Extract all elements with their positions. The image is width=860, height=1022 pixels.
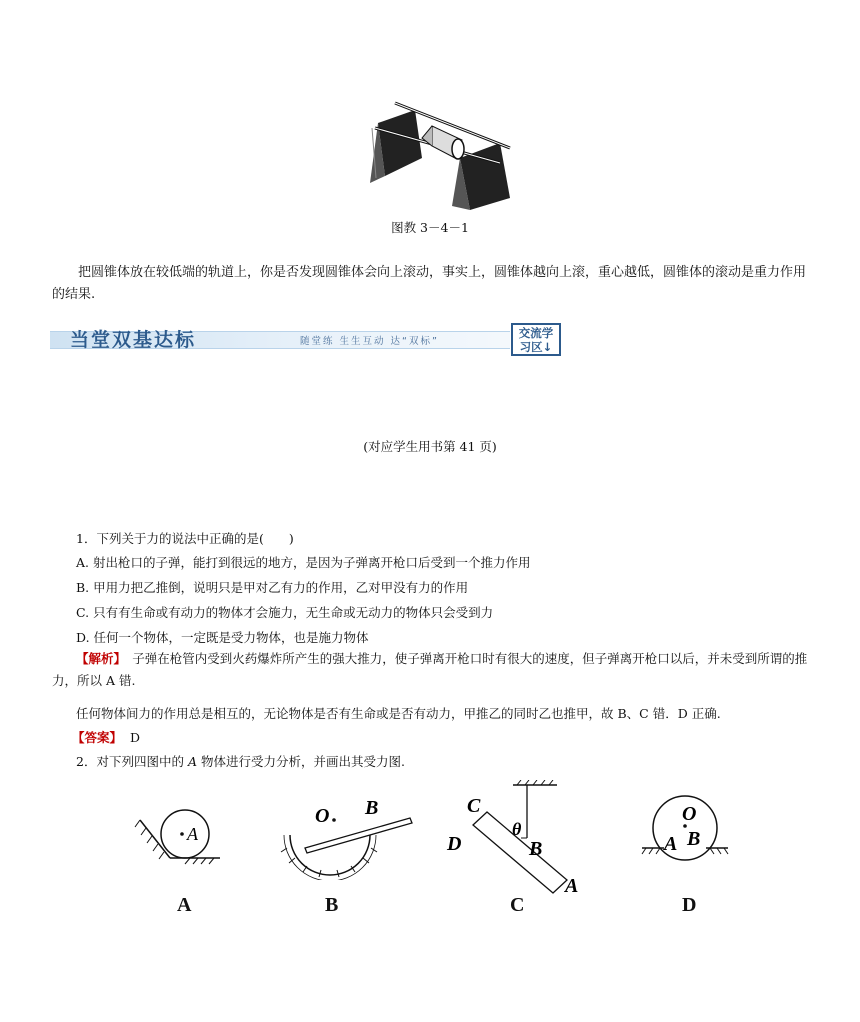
diagram-a bbox=[130, 800, 240, 880]
diagram-c-theta: θ bbox=[512, 819, 522, 839]
question1-answer bbox=[72, 728, 140, 746]
cone-on-rails-figure bbox=[360, 88, 530, 213]
section-banner bbox=[50, 323, 562, 357]
question1-analysis-2: 任何物体间力的作用总是相互的，无论物体是否有生命或是否有动力，甲推乙的同时乙也推甲，故 B、C 错．D 正确. bbox=[76, 706, 721, 721]
analysis-tag: 【解析】 bbox=[76, 651, 120, 666]
diagram-b-o: O bbox=[315, 805, 330, 827]
analysis-text: 子弹在枪管内受到火药爆炸所产生的强大推力，使子弹离开枪口时有很大的速度，但子弹离开枪口以后，并未受到所谓的推力，所以 A 错. bbox=[52, 651, 808, 688]
diagram-d bbox=[630, 790, 740, 880]
diagram-c-c: C bbox=[467, 795, 481, 817]
question1-stem: 1．下列关于力的说法中正确的是( ) bbox=[76, 531, 294, 546]
diagram-b-b: B bbox=[365, 797, 379, 819]
diagram-label-b: B bbox=[325, 894, 339, 916]
banner-title: 当堂双基达标 bbox=[70, 329, 197, 351]
diagram-d-b: B bbox=[687, 828, 701, 850]
diagram-d-o: O bbox=[682, 803, 697, 825]
question2-stem: 2．对下列四图中的 A 物体进行受力分析，并画出其受力图. bbox=[76, 754, 405, 769]
intro-paragraph: 把圆锥体放在较低端的轨道上，你是否发现圆锥体会向上滚动，事实上，圆锥体越向上滚，重心越低，圆锥体的滚动是重力作用的结果. bbox=[52, 265, 807, 302]
question1-option-d: D. 任何一个物体，一定既是受力物体，也是施力物体 bbox=[76, 630, 369, 645]
answer-value: D bbox=[129, 730, 140, 745]
page-reference: (对应学生用书第 41 页) bbox=[363, 439, 497, 454]
diagram-b bbox=[275, 790, 425, 880]
question1-option-c: C. 只有有生命或有动力的物体才会施力，无生命或无动力的物体只会受到力 bbox=[76, 605, 494, 620]
diagram-label-a: A bbox=[177, 894, 192, 916]
diagram-label-c: C bbox=[510, 894, 525, 916]
question1-analysis bbox=[52, 648, 812, 692]
answer-tag: 【答案】 bbox=[72, 730, 123, 745]
diagram-d-a: A bbox=[664, 833, 678, 855]
diagram-label-d: D bbox=[682, 894, 697, 916]
exchange-area-link[interactable] bbox=[511, 323, 561, 356]
banner-subtitle: 随堂练 生生互动 达“双标” bbox=[300, 336, 439, 347]
question1-option-a: A. 射出枪口的子弹，能打到很远的地方，是因为子弹离开枪口后受到一个推力作用 bbox=[76, 555, 531, 570]
figure-caption: 图教 3－4－1 bbox=[391, 220, 469, 235]
banner-box-line2: 习区↓ bbox=[519, 340, 553, 354]
diagram-a-point: A bbox=[187, 824, 198, 844]
diagram-c bbox=[435, 780, 595, 900]
diagram-c-d: D bbox=[447, 833, 462, 855]
question1-option-b: B. 甲用力把乙推倒，说明只是甲对乙有力的作用，乙对甲没有力的作用 bbox=[76, 580, 469, 595]
diagram-c-a: A bbox=[565, 875, 579, 897]
diagram-c-b: B bbox=[529, 838, 543, 860]
banner-box-line1: 交流学 bbox=[518, 326, 554, 340]
force-diagrams bbox=[130, 790, 730, 930]
